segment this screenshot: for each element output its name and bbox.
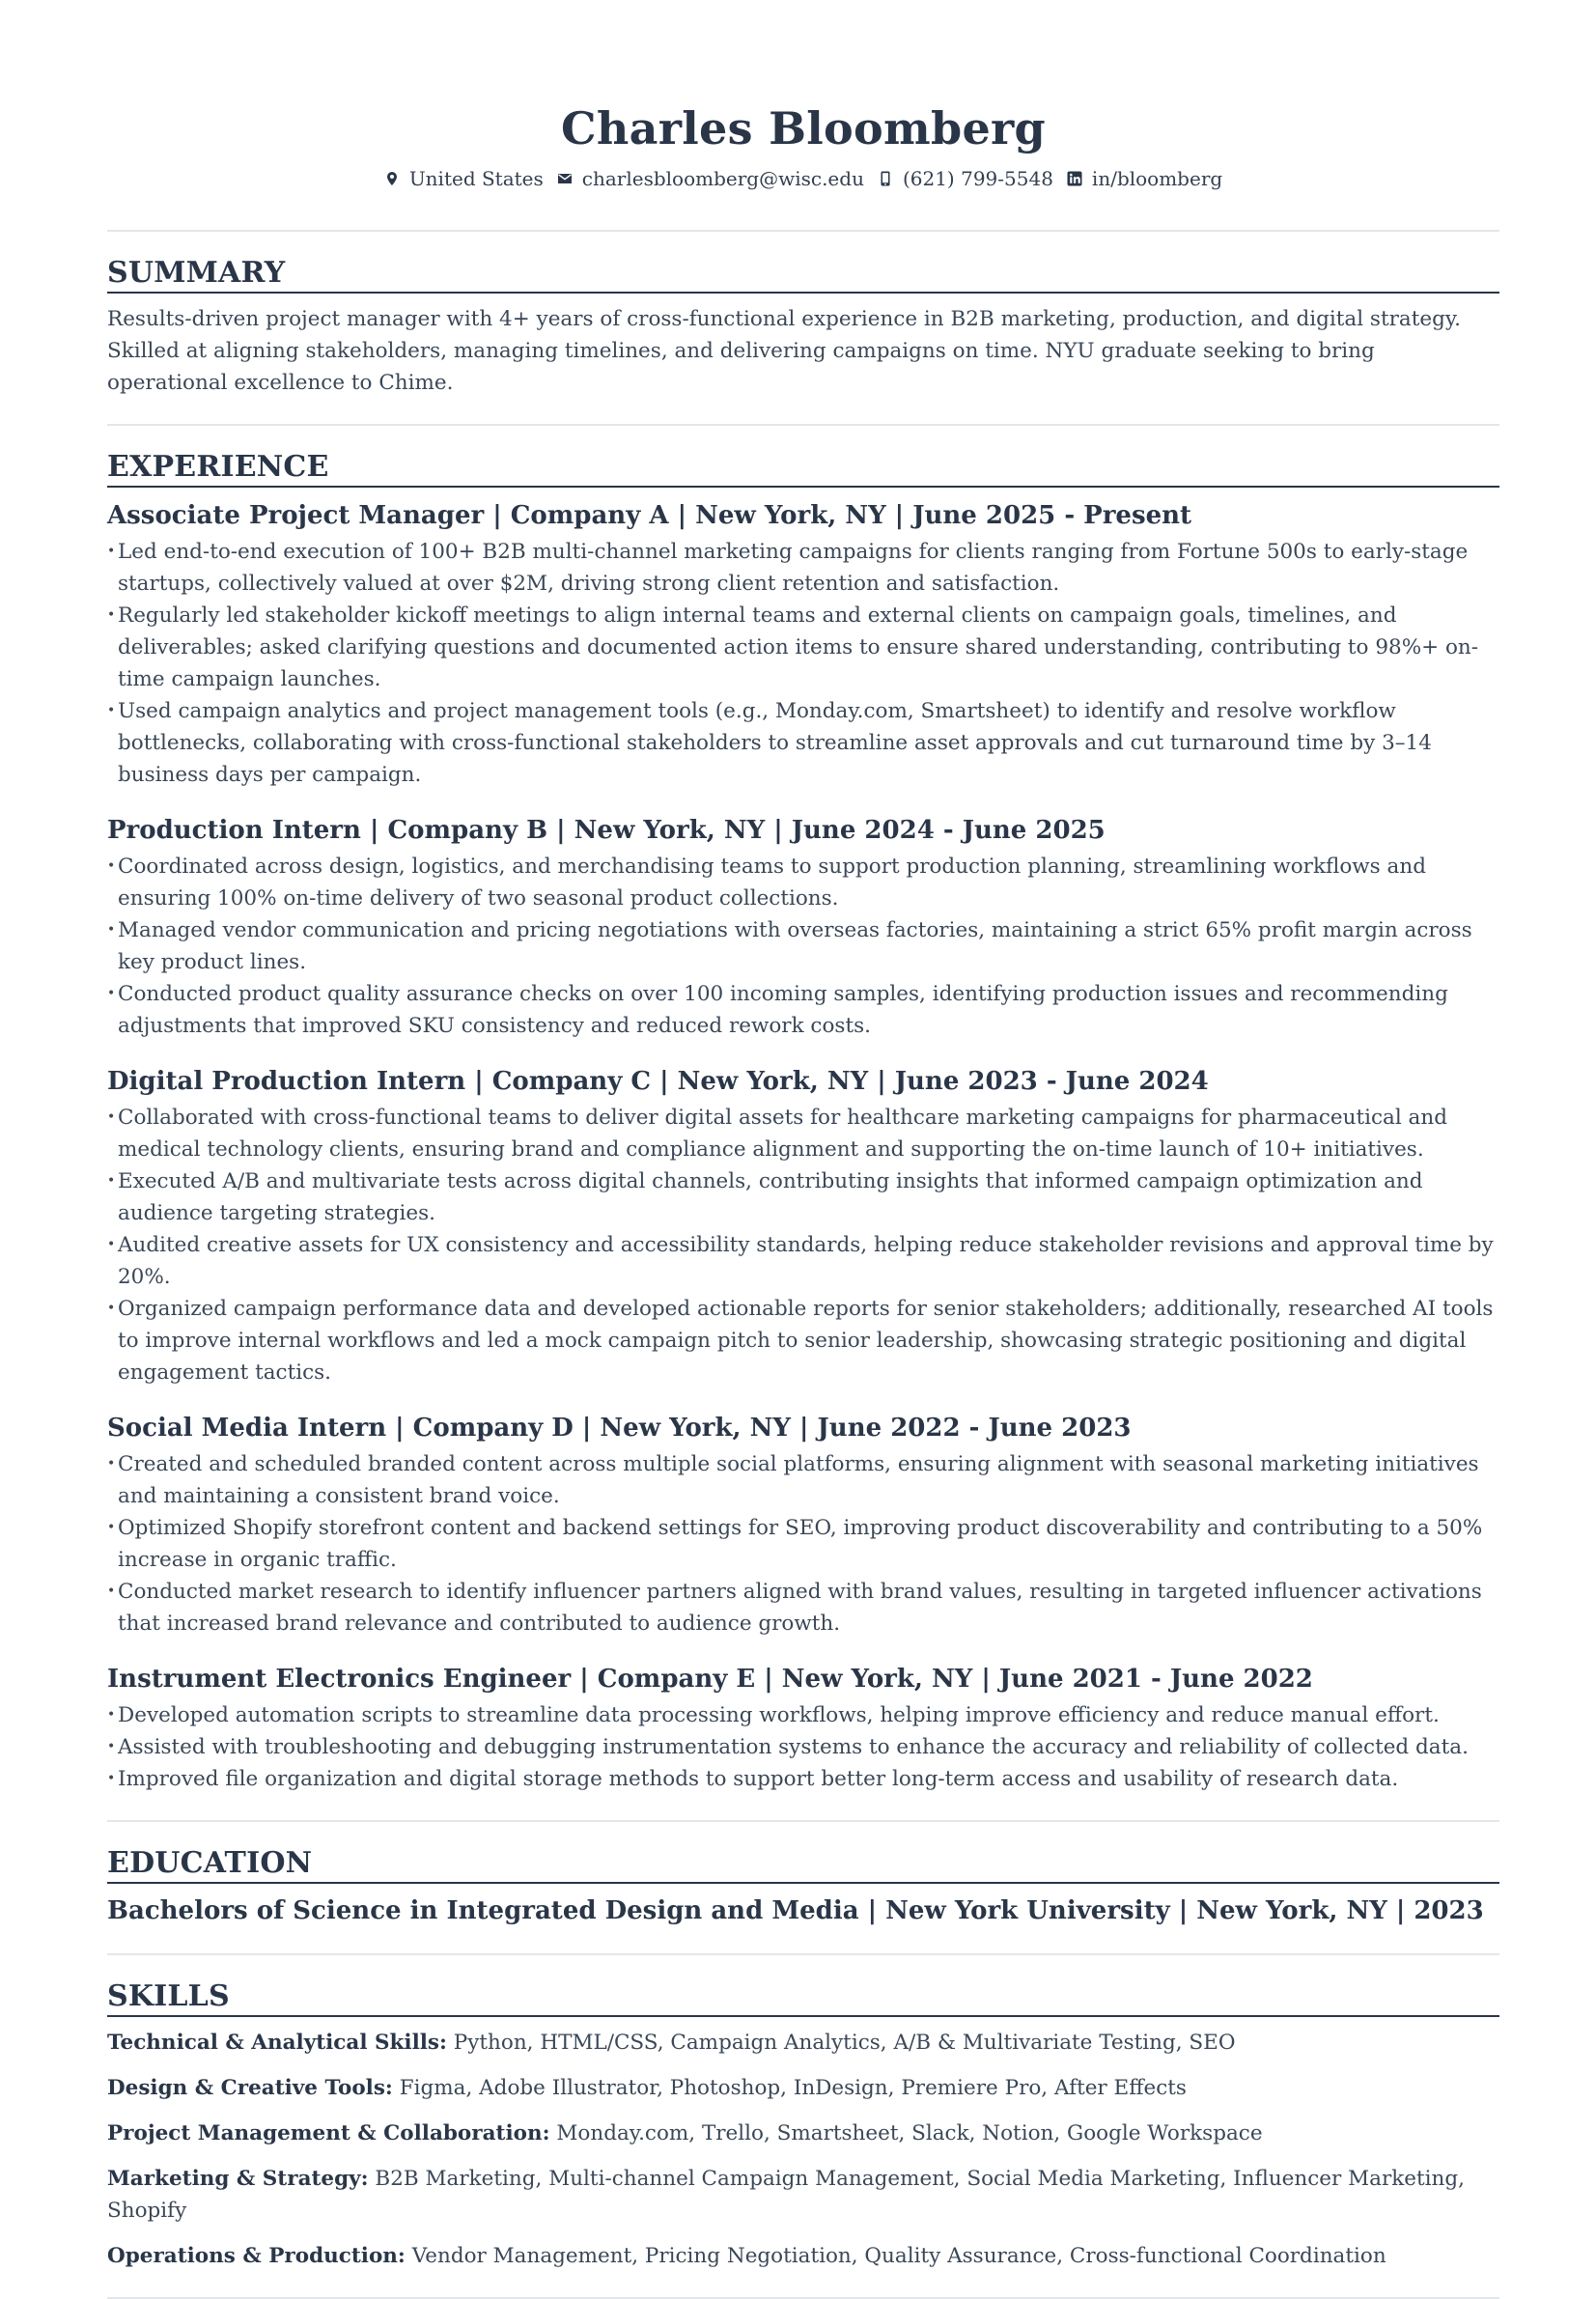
job-entry: [107, 1063, 1499, 1388]
bullet-item: • Assisted with troubleshooting and debugging instrumentation systems to enhance the accuracy and reliability of collected data.: [107, 1731, 1499, 1763]
job-title: Social Media Intern | Company D | New York, NY | June 2022 - June 2023: [107, 1414, 1132, 1443]
education-section: [107, 1822, 1499, 1953]
contact-phone[interactable]: [878, 167, 1053, 190]
email-text[interactable]: charlesbloomberg@wisc.edu: [581, 167, 864, 190]
summary-heading: SUMMARY: [107, 255, 1499, 294]
linkedin-text[interactable]: in/bloomberg: [1091, 167, 1223, 190]
skill-label: Project Management & Collaboration:: [107, 2121, 550, 2145]
skill-value: Figma, Adobe Illustrator, Photoshop, InDesign, Premiere Pro, After Effects: [399, 2076, 1187, 2100]
bullet-item: • Regularly led stakeholder kickoff meetings to align internal teams and external clients on campaign goals, timelines, and deliverables; asked clarifying questions and documented action items to ensure shared understanding, contributing to 98%+ on-time campaign launches.: [107, 600, 1499, 695]
skill-value: Monday.com, Trello, Smartsheet, Slack, Notion, Google Workspace: [556, 2121, 1263, 2145]
skill-row: [107, 2117, 1499, 2149]
bullet-item: • Conducted market research to identify influencer partners aligned with brand values, resulting in targeted influencer activations that increased brand relevance and contributed to audience growth.: [107, 1576, 1499, 1640]
bullet-item: • Coordinated across design, logistics, and merchandising teams to support production planning, streamlining workflows and ensuring 100% on-time delivery of two seasonal product collections.: [107, 851, 1499, 914]
location-text: United States: [408, 167, 544, 190]
contact-bar: [107, 167, 1499, 190]
job-bullets: [107, 1699, 1499, 1795]
job-title: Associate Project Manager | Company A | New York, NY | June 2025 - Present: [107, 501, 1192, 530]
job-entry: [107, 1661, 1499, 1795]
skill-label: Technical & Analytical Skills:: [107, 2031, 447, 2055]
summary-section: [107, 232, 1499, 424]
education-entry: Bachelors of Science in Integrated Design and Media | New York University | New York, NY | 2023: [107, 1896, 1484, 1925]
bullet-item: • Conducted product quality assurance checks on over 100 incoming samples, identifying production issues and recommending adjustments that improved SKU consistency and reduced rework costs.: [107, 978, 1499, 1042]
bullet-item: • Audited creative assets for UX consistency and accessibility standards, helping reduce stakeholder revisions and approval time by 20%.: [107, 1229, 1499, 1293]
skill-label: Design & Creative Tools:: [107, 2076, 393, 2100]
contact-location: [384, 167, 544, 190]
bullet-item: • Managed vendor communication and pricing negotiations with overseas factories, maintaining a strict 65% profit margin across key product lines.: [107, 914, 1499, 978]
job-title: Digital Production Intern | Company C | New York, NY | June 2023 - June 2024: [107, 1067, 1209, 1096]
job-entry: [107, 1410, 1499, 1640]
skills-heading: SKILLS: [107, 1978, 1499, 2017]
summary-text: Results-driven project manager with 4+ years of cross-functional experience in B2B marketing, production, and digital strategy. Skilled at aligning stakeholders, managing timelines, and delivering campaigns on time. NYU graduate seeking to bring operational excellence to Chime.: [107, 307, 1461, 395]
skill-value: B2B Marketing, Multi-channel Campaign Management, Social Media Marketing, Influencer Marketing, Shopify: [107, 2167, 1465, 2223]
bullet-item: • Optimized Shopify storefront content and backend settings for SEO, improving product discoverability and contributing to a 50% increase in organic traffic.: [107, 1512, 1499, 1576]
job-bullets: [107, 851, 1499, 1042]
skill-row: [107, 2027, 1499, 2059]
resume-header: [107, 0, 1499, 190]
bullet-item: • Led end-to-end execution of 100+ B2B multi-channel marketing campaigns for clients ranging from Fortune 500s to early-stage startups, collectively valued at over $2M, driving strong client retention and satisfaction.: [107, 536, 1499, 600]
candidate-name: Charles Bloomberg: [560, 102, 1047, 154]
skill-row: [107, 2240, 1499, 2272]
linkedin-icon: [1067, 171, 1082, 186]
location-pin-icon: [384, 171, 400, 186]
contact-email[interactable]: [557, 167, 864, 190]
mail-icon: [557, 171, 573, 186]
job-title: Instrument Electronics Engineer | Company E | New York, NY | June 2021 - June 2022: [107, 1665, 1313, 1694]
skill-value: Python, HTML/CSS, Campaign Analytics, A/B & Multivariate Testing, SEO: [453, 2031, 1236, 2055]
job-bullets: [107, 1102, 1499, 1388]
experience-section: [107, 426, 1499, 1820]
bullet-item: • Executed A/B and multivariate tests across digital channels, contributing insights that informed campaign optimization and audience targeting strategies.: [107, 1165, 1499, 1229]
skill-value: Vendor Management, Pricing Negotiation, Quality Assurance, Cross-functional Coordination: [411, 2244, 1386, 2268]
resume-page: [107, 0, 1499, 2299]
education-heading: EDUCATION: [107, 1845, 1499, 1884]
bullet-item: • Created and scheduled branded content across multiple social platforms, ensuring alignment with seasonal marketing initiatives and maintaining a consistent brand voice.: [107, 1448, 1499, 1512]
bullet-item: • Organized campaign performance data and developed actionable reports for senior stakeholders; additionally, researched AI tools to improve internal workflows and led a mock campaign pitch to senior leadership, showcasing strategic positioning and digital engagement tactics.: [107, 1293, 1499, 1388]
contact-linkedin[interactable]: [1067, 167, 1222, 190]
skill-row: [107, 2072, 1499, 2104]
job-bullets: [107, 1448, 1499, 1640]
bullet-item: • Used campaign analytics and project management tools (e.g., Monday.com, Smartsheet) to identify and resolve workflow bottlenecks, collaborating with cross-functional stakeholders to streamline asset approvals and cut turnaround time by 3–14 business days per campaign.: [107, 695, 1499, 791]
job-title: Production Intern | Company B | New York, NY | June 2024 - June 2025: [107, 816, 1106, 845]
bullet-item: • Developed automation scripts to streamline data processing workflows, helping improve efficiency and reduce manual effort.: [107, 1699, 1499, 1731]
skill-label: Operations & Production:: [107, 2244, 406, 2268]
job-bullets: [107, 536, 1499, 791]
skills-section: [107, 1955, 1499, 2297]
experience-heading: EXPERIENCE: [107, 449, 1499, 488]
skill-row: [107, 2163, 1499, 2227]
bullet-item: • Collaborated with cross-functional teams to deliver digital assets for healthcare marketing campaigns for pharmaceutical and medical technology clients, ensuring brand and compliance alignment and supporting the on-time launch of 10+ initiatives.: [107, 1102, 1499, 1165]
bullet-item: • Improved file organization and digital storage methods to support better long-term access and usability of research data.: [107, 1763, 1499, 1795]
phone-icon: [878, 171, 893, 186]
skill-label: Marketing & Strategy:: [107, 2167, 369, 2191]
phone-text[interactable]: (621) 799-5548: [902, 167, 1053, 190]
job-entry: [107, 497, 1499, 791]
job-entry: [107, 812, 1499, 1042]
